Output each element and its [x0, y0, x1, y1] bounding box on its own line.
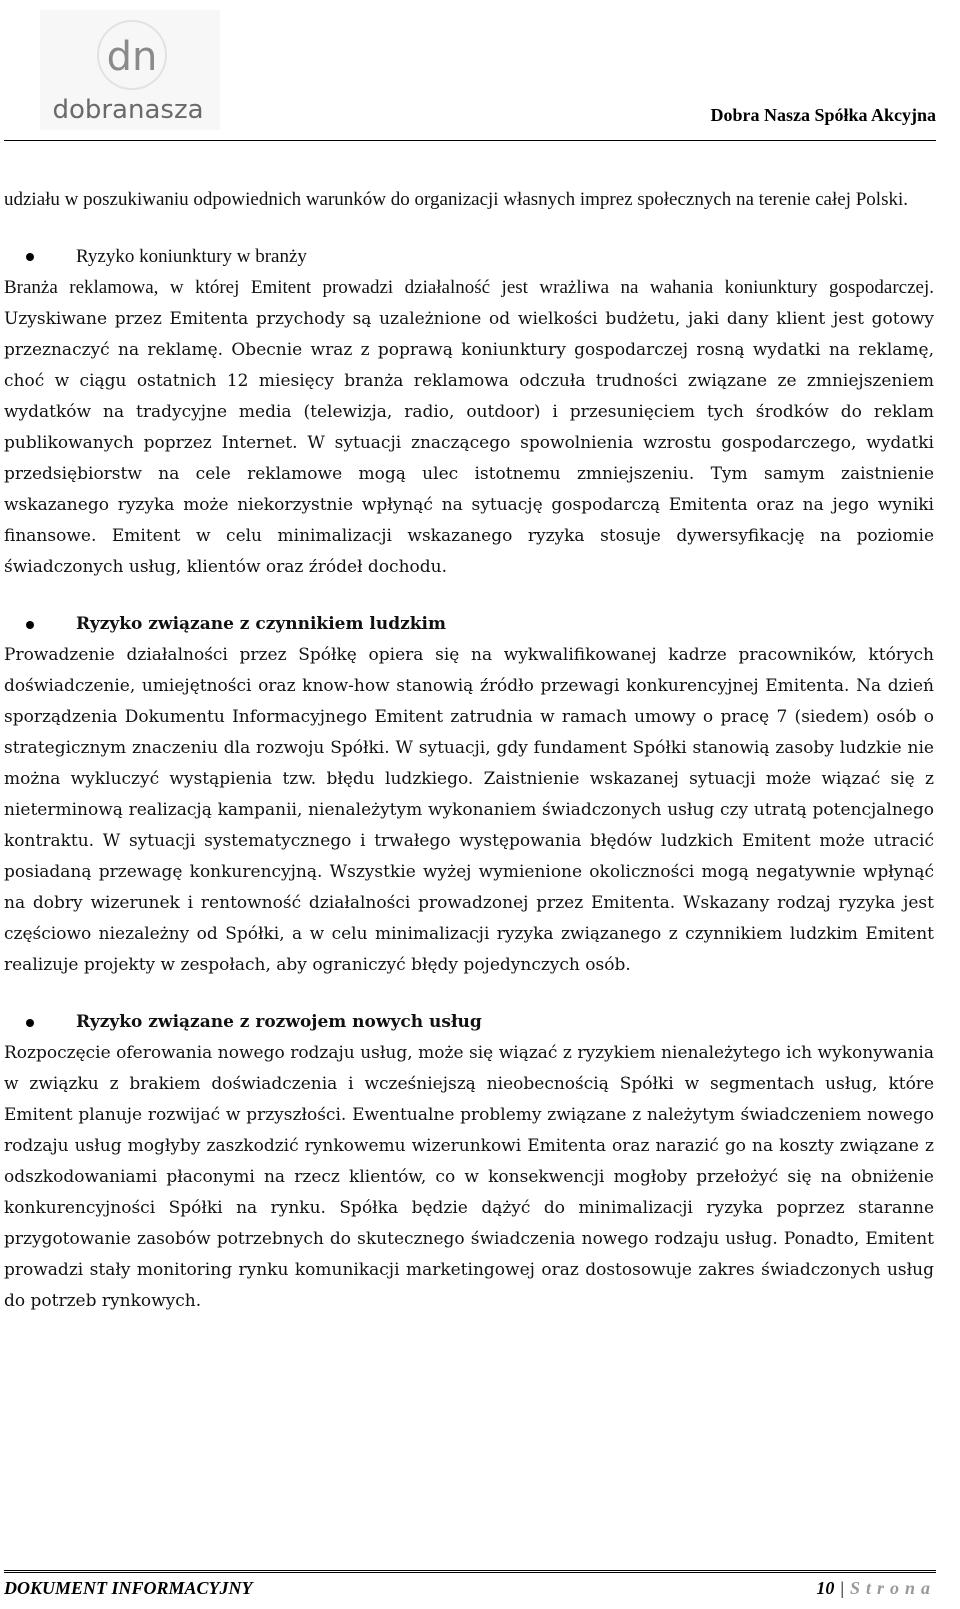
company-name: Dobra Nasza Spółka Akcyjna — [710, 105, 936, 125]
logo-initials: dn — [106, 34, 158, 80]
section-heading-text: Ryzyko koniunktury w branży — [76, 246, 307, 267]
logo-brand: dobranasza — [52, 95, 204, 125]
bullet-icon — [26, 621, 34, 629]
section-heading-text: Ryzyko związane z rozwojem nowych usług — [76, 1012, 482, 1032]
header-divider — [4, 140, 936, 141]
section-paragraph — [4, 272, 934, 583]
footer-separator: | — [840, 1578, 844, 1598]
footer-page-indicator — [816, 1578, 936, 1599]
footer-divider — [4, 1570, 936, 1573]
bullet-icon — [26, 253, 34, 261]
footer-document-title: DOKUMENT INFORMACYJNY — [4, 1578, 253, 1598]
document-body — [4, 184, 934, 1317]
page-header — [0, 0, 960, 140]
page-number: 10 — [816, 1578, 835, 1598]
page-word: Strona — [849, 1578, 936, 1598]
section-human-factor — [4, 609, 934, 981]
section-lead-text: Branża reklamowa, w której Emitent prowadzi działalność jest wrażliwa na wahania koniunktury gospodarczej. — [4, 277, 934, 298]
section-paragraph: Rozpoczęcie oferowania nowego rodzaju usług, może się wiązać z ryzykiem nienależytego ich wykonywania w związku z brakiem doświadczenia i wcześniejszą nieobecnością Spółki w segmentach usług, które Emitent planuje rozwijać w przyszłości. Ewentualne problemy związane z należytym świadczeniem nowego rodzaju usług mogłyby zaszkodzić rynkowemu wizerunkowi Emitenta oraz narazić go na koszty związane z odszkodowaniami płaconymi na rzecz klientów, co w konsekwencji mogłoby przełożyć się na obniżenie konkurencyjności Spółki na rynku. Spółka będzie dążyć do minimalizacji ryzyka poprzez staranne przygotowanie zasobów potrzebnych do skutecznego świadczenia nowego rodzaju usług. Ponadto, Emitent prowadzi stały monitoring rynku komunikacji marketingowej oraz dostosowuje zakres świadczonych usług do potrzeb rynkowych. — [4, 1043, 934, 1311]
company-logo — [40, 10, 220, 130]
section-new-services — [4, 1007, 934, 1317]
bullet-icon — [26, 1019, 34, 1027]
section-heading — [4, 241, 934, 272]
section-paragraph: Prowadzenie działalności przez Spółkę opiera się na wykwalifikowanej kadrze pracowników, których doświadczenie, umiejętności oraz know-how stanowią źródło przewagi konkurencyjnej Emitenta. Na dzień sporządzenia Dokumentu Informacyjnego Emitent zatrudnia w ramach umowy o pracę 7 (siedem) osób o strategicznym znaczeniu dla rozwoju Spółki. W sytuacji, gdy fundament Spółki stanowią zasoby ludzkie nie można wykluczyć wystąpienia tzw. błędu ludzkiego. Zaistnienie wskazanej sytuacji może wiązać się z nieterminową realizacją kampanii, nienależytym wykonaniem świadczonych usług czy utratą potencjalnego kontraktu. W sytuacji systematycznego i trwałego występowania błędów ludzkich Emitent może utracić posiadaną przewagę konkurencyjną. Wszystkie wyżej wymienione okoliczności mogą negatywnie wpłynąć na dobry wizerunek i rentowność działalności prowadzonej przez Emitenta. Wskazany rodzaj ryzyka jest częściowo niezależny od Spółki, a w celu minimalizacji ryzyka związanego z czynnikiem ludzkim Emitent realizuje projekty w zespołach, aby ograniczyć błędy pojedynczych osób. — [4, 645, 934, 975]
section-heading — [4, 1007, 934, 1038]
continuation-paragraph: udziału w poszukiwaniu odpowiednich warunków do organizacji własnych imprez społecznych na terenie całej Polski. — [4, 189, 908, 210]
page-footer — [4, 1570, 936, 1600]
section-body-text: Uzyskiwane przez Emitenta przychody są uzależnione od wielkości budżetu, jaki dany klient jest gotowy przeznaczyć na reklamę. Obecnie wraz z poprawą koniunktury gospodarczej rosną wydatki na reklamę, choć w ciągu ostatnich 12 miesięcy branża reklamowa odczuła trudności związane ze zmniejszeniem wydatków na tradycyjne media (telewizja, radio, outdoor) i przesunięciem tych środków do reklam publikowanych poprzez Internet. W sytuacji znaczącego spowolnienia wzrostu gospodarczego, wydatki przedsiębiorstw na cele reklamowe mogą ulec istotnemu zmniejszeniu. Tym samym zaistnienie wskazanego ryzyka może niekorzystnie wpłynąć na sytuację gospodarczą Emitenta oraz na jego wyniki finansowe. Emitent w celu minimalizacji wskazanego ryzyka stosuje dywersyfikację na poziomie świadczonych usług, klientów oraz źródeł dochodu. — [4, 309, 934, 577]
section-heading-text: Ryzyko związane z czynnikiem ludzkim — [76, 614, 446, 634]
section-heading — [4, 609, 934, 640]
section-business-cycle — [4, 241, 934, 583]
